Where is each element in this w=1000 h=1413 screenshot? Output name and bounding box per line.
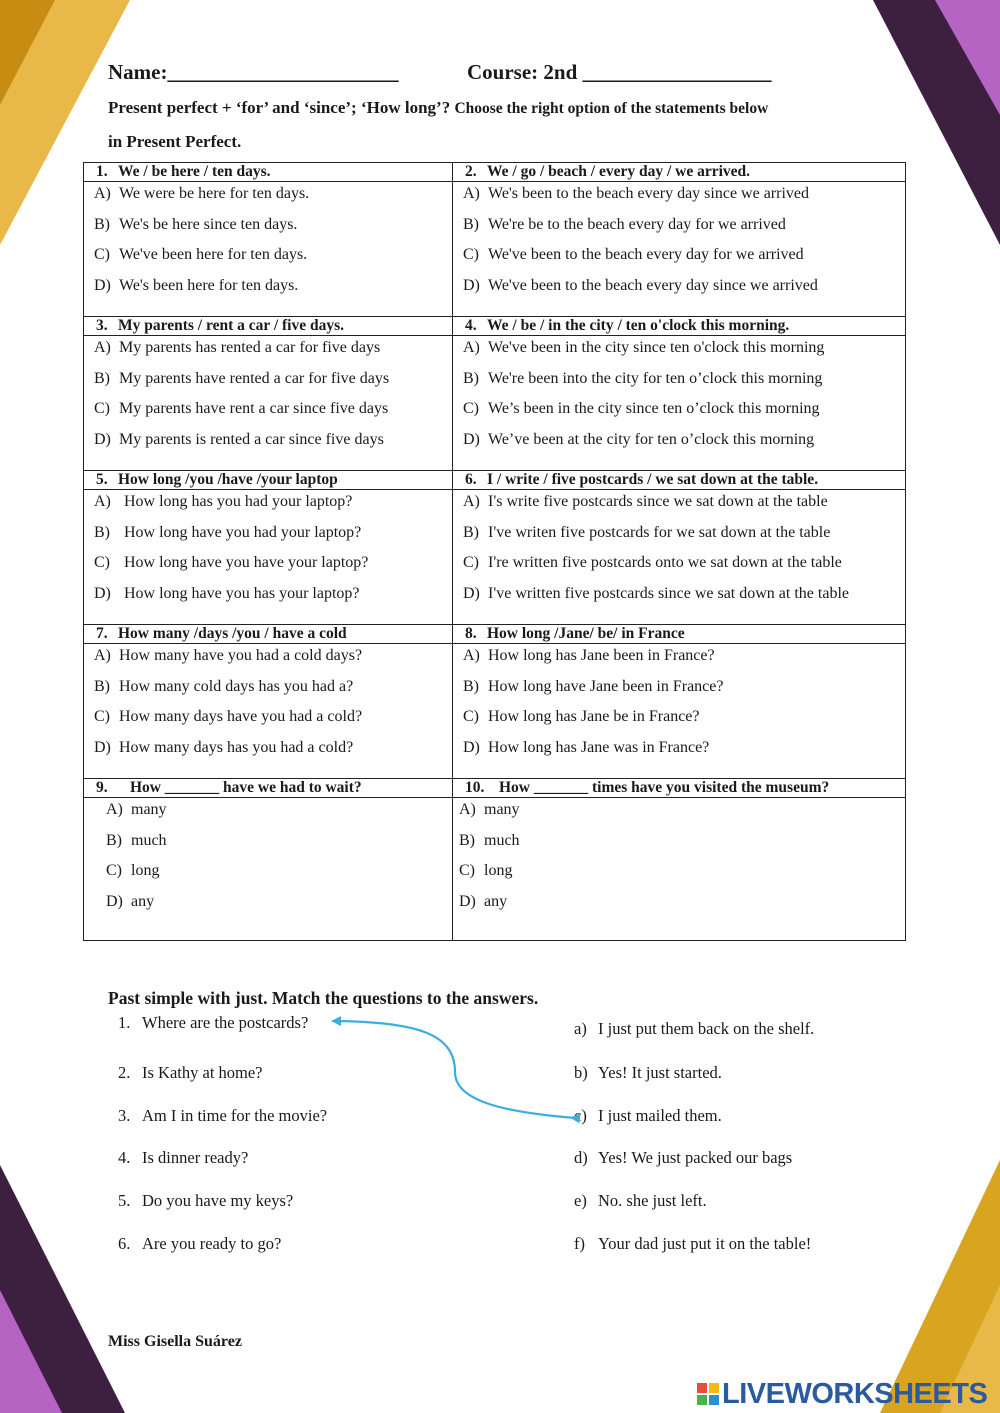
section-title — [108, 98, 768, 118]
question-1-option-d[interactable]: D) We's been here for ten days. — [84, 274, 453, 305]
question-6-prompt: 6. I / write / five postcards / we sat down at the table. — [453, 471, 906, 490]
instruction-continued: in Present Perfect. — [108, 132, 242, 151]
question-6-option-d[interactable]: D) I've written five postcards since we sat down at the table — [453, 582, 906, 613]
spacer-row — [84, 612, 906, 625]
question-header-row — [84, 779, 906, 798]
question-7-option-a[interactable]: A) How many have you had a cold days? — [84, 644, 453, 675]
question-6-option-b[interactable]: B) I've writen five postcards for we sat down at the table — [453, 521, 906, 552]
question-6-option-c[interactable]: C) I're written five postcards onto we sat down at the table — [453, 551, 906, 582]
option-row — [84, 705, 906, 736]
question-8-option-c[interactable]: C) How long has Jane be in France? — [453, 705, 906, 736]
spacer-row — [84, 920, 906, 941]
question-3-option-d[interactable]: D) My parents is rented a car since five days — [84, 428, 453, 459]
section-title-text: Present perfect + ‘for’ and ‘since’; ‘How long’? — [108, 98, 451, 117]
question-2-option-b[interactable]: B) We're be to the beach every day for we arrived — [453, 213, 906, 244]
option-row — [84, 336, 906, 367]
option-row — [84, 428, 906, 459]
question-8-option-d[interactable]: D) How long has Jane was in France? — [453, 736, 906, 767]
question-9-option-c[interactable]: C) long — [84, 859, 453, 890]
option-row — [84, 274, 906, 305]
question-9-option-a[interactable]: A) many — [84, 798, 453, 829]
name-field[interactable]: Name:______________________ — [108, 60, 399, 84]
question-2-prompt: 2. We / go / beach / every day / we arrived. — [453, 163, 906, 182]
question-3-option-b[interactable]: B) My parents have rented a car for five days — [84, 367, 453, 398]
option-row — [84, 397, 906, 428]
question-10-prompt: 10. How _______ times have you visited the museum? — [453, 779, 906, 798]
option-row — [84, 367, 906, 398]
question-9-prompt: 9. How _______ have we had to wait? — [84, 779, 453, 798]
question-4-prompt: 4. We / be / in the city / ten o'clock this morning. — [453, 317, 906, 336]
match-answer-e[interactable]: e) No. she just left. — [574, 1191, 707, 1210]
question-header-row — [84, 471, 906, 490]
match-question-3: 3. Am I in time for the movie? — [118, 1106, 328, 1125]
match-section-title: Past simple with just. Match the questions to the answers. — [108, 988, 539, 1008]
question-header-row — [84, 163, 906, 182]
course-field[interactable]: Course: 2nd __________________ — [467, 60, 772, 84]
question-1-option-c[interactable]: C) We've been here for ten days. — [84, 243, 453, 274]
quiz-table — [83, 162, 906, 941]
question-3-option-c[interactable]: C) My parents have rent a car since five days — [84, 397, 453, 428]
liveworksheets-logo[interactable] — [697, 1378, 987, 1411]
instruction-text: Choose the right option of the statements below — [454, 100, 769, 117]
question-2-option-a[interactable]: A) We's been to the beach every day since we arrived — [453, 182, 906, 213]
spacer-row — [84, 766, 906, 779]
question-1-option-b[interactable]: B) We's be here since ten days. — [84, 213, 453, 244]
option-row — [84, 829, 906, 860]
question-10-option-b[interactable]: B) much — [453, 829, 906, 860]
question-8-option-b[interactable]: B) How long have Jane been in France? — [453, 675, 906, 706]
author-signature: Miss Gisella Suárez — [108, 1333, 242, 1350]
question-1-prompt: 1. We / be here / ten days. — [84, 163, 453, 182]
question-1-option-a[interactable]: A) We were be here for ten days. — [84, 182, 453, 213]
option-row — [84, 551, 906, 582]
question-4-option-a[interactable]: A) We've been in the city since ten o'clock this morning — [453, 336, 906, 367]
match-question-2: 2. Is Kathy at home? — [118, 1063, 263, 1082]
question-header-row — [84, 625, 906, 644]
match-answer-b[interactable]: b) Yes! It just started. — [574, 1063, 722, 1082]
question-10-option-c[interactable]: C) long — [453, 859, 906, 890]
question-5-option-a[interactable]: A) How long has you had your laptop? — [84, 490, 453, 521]
question-4-option-d[interactable]: D) We’ve been at the city for ten o’clock this morning — [453, 428, 906, 459]
match-answer-c[interactable]: c) I just mailed them. — [574, 1106, 722, 1125]
option-row — [84, 243, 906, 274]
question-7-prompt: 7. How many /days /you / have a cold — [84, 625, 453, 644]
question-9-option-d[interactable]: D) any — [84, 890, 453, 921]
question-10-option-a[interactable]: A) many — [453, 798, 906, 829]
question-4-option-b[interactable]: B) We're been into the city for ten o’clock this morning — [453, 367, 906, 398]
spacer-row — [84, 458, 906, 471]
question-header-row — [84, 317, 906, 336]
question-10-option-d[interactable]: D) any — [453, 890, 906, 921]
match-question-1: 1. Where are the postcards? — [118, 1013, 309, 1032]
option-row — [84, 798, 906, 829]
match-question-4: 4. Is dinner ready? — [118, 1148, 249, 1167]
match-question-5: 5. Do you have my keys? — [118, 1191, 294, 1210]
question-2-option-d[interactable]: D) We've been to the beach every day since we arrived — [453, 274, 906, 305]
question-5-option-b[interactable]: B) How long have you had your laptop? — [84, 521, 453, 552]
option-row — [84, 213, 906, 244]
question-5-option-d[interactable]: D) How long have you has your laptop? — [84, 582, 453, 613]
option-row — [84, 182, 906, 213]
question-7-option-b[interactable]: B) How many cold days has you had a? — [84, 675, 453, 706]
option-row — [84, 490, 906, 521]
question-8-option-a[interactable]: A) How long has Jane been in France? — [453, 644, 906, 675]
spacer-row — [84, 304, 906, 317]
option-row — [84, 890, 906, 921]
option-row — [84, 521, 906, 552]
question-6-option-a[interactable]: A) I's write five postcards since we sat down at the table — [453, 490, 906, 521]
question-2-option-c[interactable]: C) We've been to the beach every day for we arrived — [453, 243, 906, 274]
question-5-prompt: 5. How long /you /have /your laptop — [84, 471, 453, 490]
option-row — [84, 644, 906, 675]
logo-grid-icon — [697, 1383, 719, 1405]
question-4-option-c[interactable]: C) We’s been in the city since ten o’clock this morning — [453, 397, 906, 428]
match-answer-a[interactable]: a) I just put them back on the shelf. — [574, 1019, 815, 1038]
question-3-option-a[interactable]: A) My parents has rented a car for five days — [84, 336, 453, 367]
logo-text: LIVEWORKSHEETS — [722, 1378, 988, 1410]
question-5-option-c[interactable]: C) How long have you have your laptop? — [84, 551, 453, 582]
option-row — [84, 736, 906, 767]
question-3-prompt: 3. My parents / rent a car / five days. — [84, 317, 453, 336]
match-answer-d[interactable]: d) Yes! We just packed our bags — [574, 1148, 793, 1167]
question-9-option-b[interactable]: B) much — [84, 829, 453, 860]
option-row — [84, 582, 906, 613]
option-row — [84, 675, 906, 706]
question-8-prompt: 8. How long /Jane/ be/ in France — [453, 625, 906, 644]
question-7-option-c[interactable]: C) How many days have you had a cold? — [84, 705, 453, 736]
question-7-option-d[interactable]: D) How many days has you had a cold? — [84, 736, 453, 767]
option-row — [84, 859, 906, 890]
match-answer-f[interactable]: f) Your dad just put it on the table! — [574, 1234, 812, 1253]
match-question-6: 6. Are you ready to go? — [118, 1234, 282, 1253]
